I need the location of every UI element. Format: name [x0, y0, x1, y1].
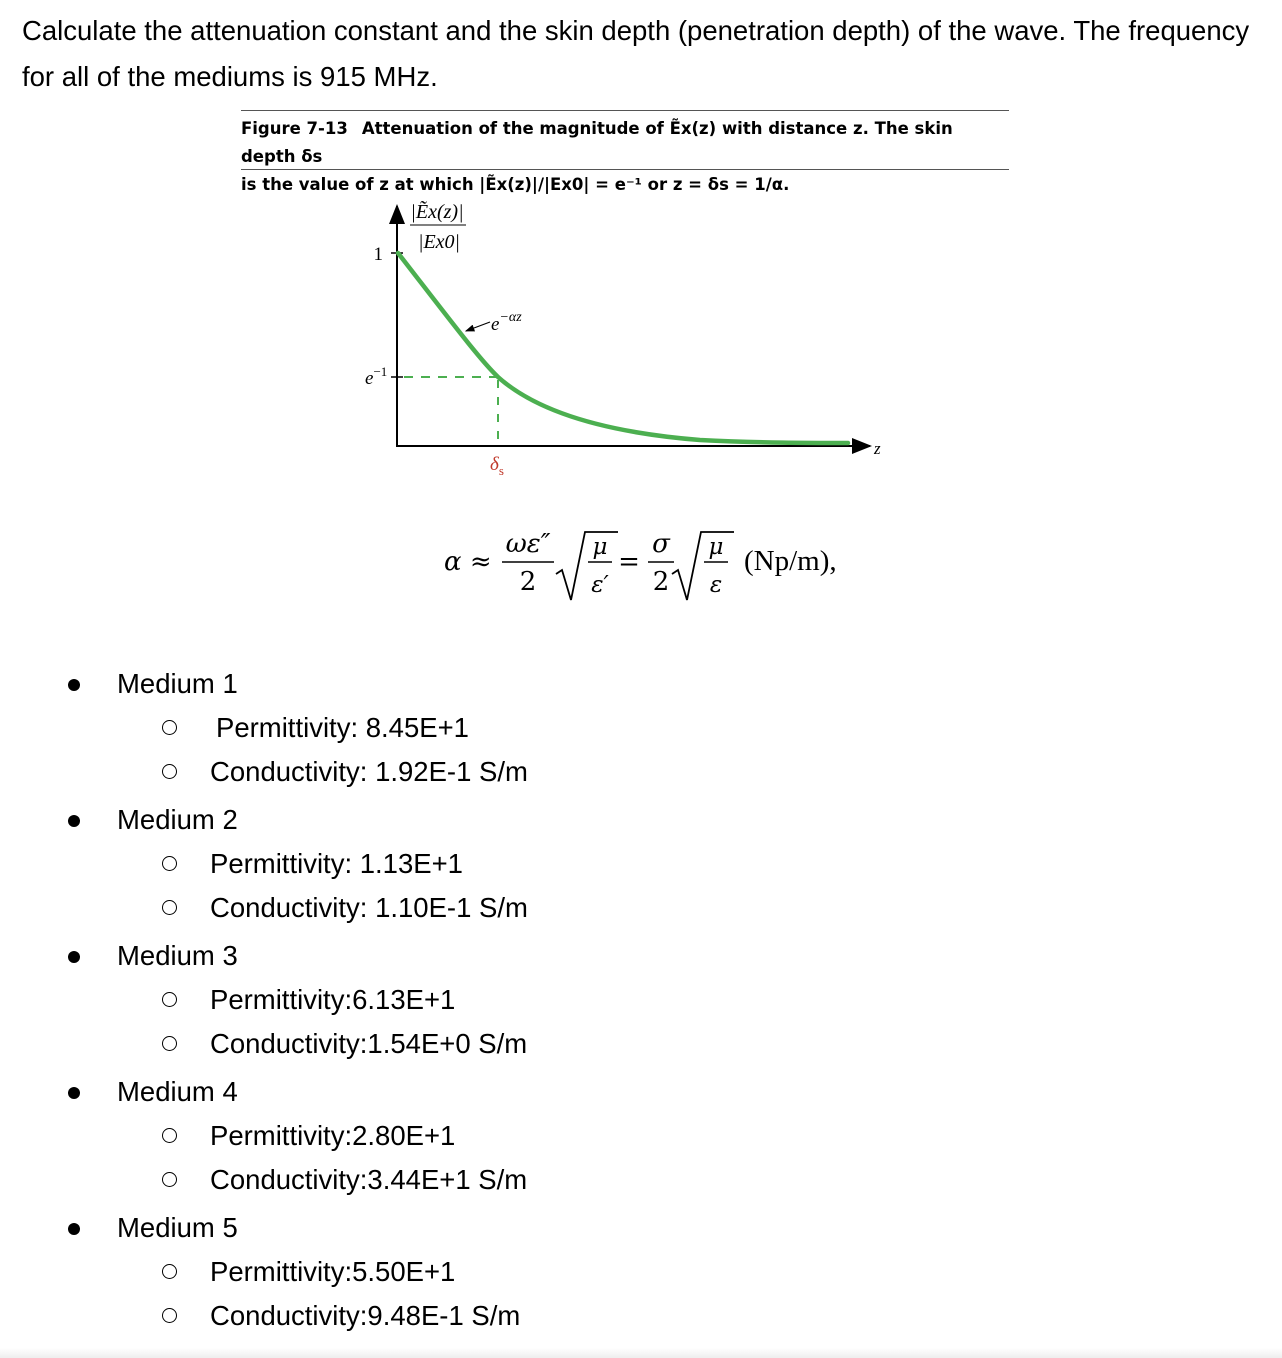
sub-bullet — [162, 1172, 177, 1187]
attenuation-plot — [0, 0, 1282, 500]
y-axis-label-denominator: |Ex0| — [417, 231, 461, 253]
curve-label-sup: −αz — [499, 310, 522, 325]
medium-1-conductivity: Conductivity: 1.92E-1 S/m — [210, 756, 528, 787]
medium-3-name: Medium 3 — [117, 940, 238, 971]
formula-lhs: α ≈ — [444, 547, 492, 577]
bullet — [68, 815, 80, 827]
curve-label-pointer — [466, 322, 490, 331]
medium-4-permittivity-item — [0, 1114, 528, 1158]
caption-line-2: is the value of z at which |Ẽx(z)|/|Ex0| = e⁻¹ or z = δs = 1/α. — [241, 175, 790, 194]
curve-label-base: e — [491, 314, 500, 335]
skin-depth-label — [490, 454, 504, 478]
caption-line-1: Attenuation of the magnitude of Ẽx(z) with distance z. The skin depth δs — [241, 119, 953, 166]
y-tick-e-inv — [365, 364, 387, 389]
medium-3-heading — [0, 934, 528, 978]
medium-4-conductivity-item — [0, 1158, 528, 1202]
medium-1-name: Medium 1 — [117, 668, 238, 699]
medium-5-conductivity-item — [0, 1294, 528, 1338]
medium-2-conductivity-item — [0, 886, 528, 930]
formula-frac1-den: 2 — [519, 567, 537, 597]
x-axis-label: z — [874, 439, 881, 458]
bullet — [68, 1223, 80, 1235]
medium-2-permittivity-item — [0, 842, 528, 886]
sub-bullet — [162, 856, 177, 871]
medium-1-permittivity-item — [0, 706, 528, 750]
medium-3 — [0, 934, 528, 1070]
formula-frac2-den: 2 — [652, 567, 670, 597]
formula-units: (Np/m), — [744, 545, 837, 577]
sub-bullet — [162, 992, 177, 1007]
sub-bullet — [162, 1128, 177, 1143]
formula-equals: = — [618, 547, 640, 577]
formula-frac2-num: σ — [652, 529, 670, 559]
formula-sqrt1-num: μ — [592, 534, 608, 560]
medium-2 — [0, 798, 528, 934]
medium-5-heading — [0, 1206, 528, 1250]
decay-curve — [398, 253, 848, 443]
sub-bullet — [162, 720, 177, 735]
bottom-edge-shade — [0, 1348, 1282, 1358]
medium-2-permittivity: Permittivity: 1.13E+1 — [210, 848, 463, 879]
formula-frac1-num: ωε″ — [505, 529, 551, 559]
medium-5-permittivity-item — [0, 1250, 528, 1294]
sub-bullet — [162, 1036, 177, 1051]
medium-4-name: Medium 4 — [117, 1076, 238, 1107]
medium-5-name: Medium 5 — [117, 1212, 238, 1243]
medium-1-permittivity: Permittivity: 8.45E+1 — [216, 712, 469, 743]
medium-5 — [0, 1206, 528, 1338]
curve-label — [491, 310, 522, 335]
medium-5-conductivity: Conductivity:9.48E-1 S/m — [210, 1300, 521, 1331]
medium-1 — [0, 662, 528, 798]
medium-4-conductivity: Conductivity:3.44E+1 S/m — [210, 1164, 528, 1195]
media-list — [0, 662, 528, 1338]
formula-sqrt2-num: μ — [708, 534, 724, 560]
sub-bullet — [162, 1308, 177, 1323]
medium-1-heading — [0, 662, 528, 706]
medium-2-conductivity: Conductivity: 1.10E-1 S/m — [210, 892, 528, 923]
medium-2-name: Medium 2 — [117, 804, 238, 835]
medium-1-conductivity-item — [0, 750, 528, 794]
medium-4 — [0, 1070, 528, 1206]
bullet — [68, 1087, 80, 1099]
medium-3-conductivity: Conductivity:1.54E+0 S/m — [210, 1028, 528, 1059]
y-tick-e: e — [365, 368, 374, 389]
formula-sqrt1-den: ε′ — [591, 572, 609, 598]
medium-2-heading — [0, 798, 528, 842]
medium-3-conductivity-item — [0, 1022, 528, 1066]
figure-number: Figure 7-13 — [241, 119, 348, 138]
formula-sqrt2-den: ε — [709, 572, 723, 598]
bullet — [68, 951, 80, 963]
y-axis-label-numerator: |Ẽx(z)| — [410, 201, 464, 223]
medium-3-permittivity: Permittivity:6.13E+1 — [210, 984, 456, 1015]
problem-statement: Calculate the attenuation constant and the skin depth (penetration depth) of the wave. The frequency for all of the mediums is 915 MHz. — [22, 15, 1250, 92]
skin-depth-delta: δ — [490, 454, 499, 475]
sub-bullet — [162, 1264, 177, 1279]
medium-4-heading — [0, 1070, 528, 1114]
medium-4-permittivity: Permittivity:2.80E+1 — [210, 1120, 456, 1151]
medium-5-permittivity: Permittivity:5.50E+1 — [210, 1256, 456, 1287]
sub-bullet — [162, 900, 177, 915]
skin-depth-sub: s — [498, 463, 504, 478]
y-tick-e-sup: −1 — [373, 364, 388, 379]
formula-sqrt2 — [672, 532, 734, 600]
attenuation-formula — [440, 512, 880, 608]
bullet — [68, 679, 80, 691]
y-tick-1: 1 — [373, 244, 383, 265]
sub-bullet — [162, 764, 177, 779]
medium-3-permittivity-item — [0, 978, 528, 1022]
